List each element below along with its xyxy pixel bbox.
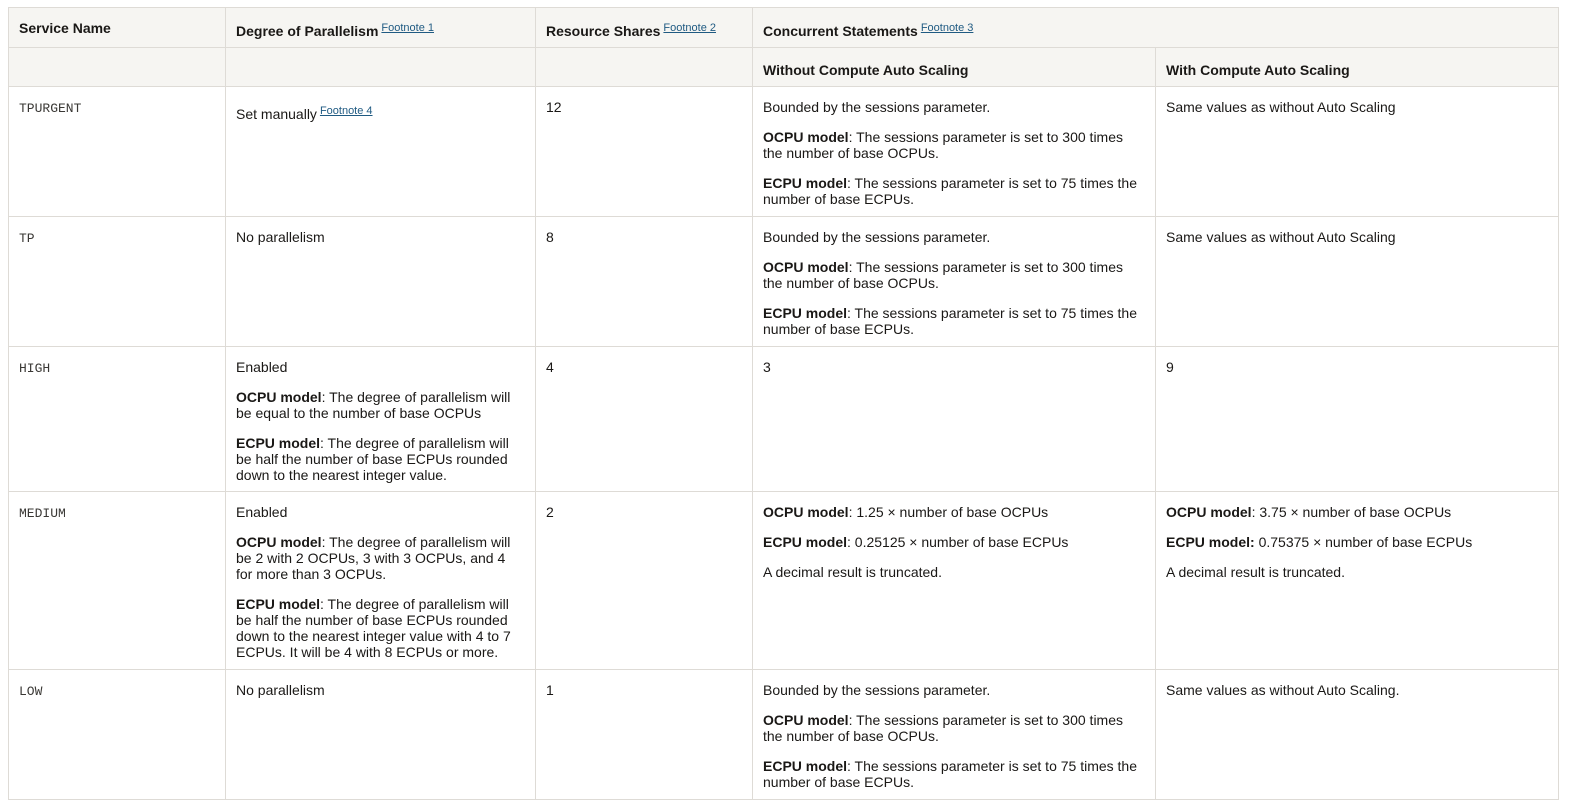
footnote-3-link[interactable]: Footnote 3 [920, 22, 974, 34]
footnote-2-link[interactable]: Footnote 2 [663, 22, 716, 34]
service-table [8, 7, 1559, 800]
cell-with-auto-scaling: OCPU model: 3.75 × number of base OCPUs ECPU model: 0.75375 × number of base ECPUs A decimal result is truncated. [1156, 492, 1559, 670]
cell-service-name: TPURGENT [9, 87, 226, 217]
subheader-empty-3 [536, 48, 753, 87]
cell-resource-shares: 12 [536, 87, 753, 217]
cell-without-auto-scaling: OCPU model: 1.25 × number of base OCPUs ECPU model: 0.25125 × number of base ECPUs A decimal result is truncated. [753, 492, 1156, 670]
cell-degree: No parallelism [226, 217, 536, 347]
header-resource-shares: Resource Shares $^{Footnote 2}$ [536, 8, 753, 48]
header-row [9, 8, 1559, 48]
cell-degree: Enabled OCPU model: The degree of parallelism will be 2 with 2 OCPUs, 3 with 3 OCPUs, and 4 for more than 3 OCPUs. ECPU model: The degree of parallelism will be half the number of base ECPUs rounded down to the nearest integer value with 4 to 7 ECPUs. It will be 4 with 8 ECPUs or more. [226, 492, 536, 670]
table-row [9, 670, 1559, 800]
footnote-1-link[interactable]: Footnote 1 [381, 22, 434, 34]
subheader-empty-1 [9, 48, 226, 87]
footnote-4-link[interactable]: Footnote 4 [319, 105, 373, 117]
subheader-without-auto-scaling: Without Compute Auto Scaling [753, 48, 1156, 87]
table-row [9, 217, 1559, 347]
cell-without-auto-scaling: Bounded by the sessions parameter. OCPU model: The sessions parameter is set to 300 times the number of base OCPUs. ECPU model: The sessions parameter is set to 75 times the number of base ECPUs. [753, 87, 1156, 217]
table-row [9, 492, 1559, 670]
cell-with-auto-scaling: 9 [1156, 347, 1559, 492]
table-row [9, 87, 1559, 217]
cell-resource-shares: 4 [536, 347, 753, 492]
cell-service-name: MEDIUM [9, 492, 226, 670]
cell-degree: Set manually $^{Footnote 4}$ [226, 87, 536, 217]
subheader-row [9, 48, 1559, 87]
cell-degree: No parallelism [226, 670, 536, 800]
cell-resource-shares: 1 [536, 670, 753, 800]
cell-with-auto-scaling: Same values as without Auto Scaling [1156, 217, 1559, 347]
table-row [9, 347, 1559, 492]
cell-service-name: HIGH [9, 347, 226, 492]
subheader-empty-2 [226, 48, 536, 87]
cell-without-auto-scaling: Bounded by the sessions parameter. OCPU model: The sessions parameter is set to 300 times the number of base OCPUs. ECPU model: The sessions parameter is set to 75 times the number of base ECPUs. [753, 217, 1156, 347]
cell-service-name: LOW [9, 670, 226, 800]
cell-degree: Enabled OCPU model: The degree of parallelism will be equal to the number of base OCPUs ECPU model: The degree of parallelism will be half the number of base ECPUs rounded down to the nearest integer value. [226, 347, 536, 492]
cell-resource-shares: 8 [536, 217, 753, 347]
cell-without-auto-scaling: Bounded by the sessions parameter. OCPU model: The sessions parameter is set to 300 times the number of base OCPUs. ECPU model: The sessions parameter is set to 75 times the number of base ECPUs. [753, 670, 1156, 800]
cell-with-auto-scaling: Same values as without Auto Scaling [1156, 87, 1559, 217]
subheader-with-auto-scaling: With Compute Auto Scaling [1156, 48, 1559, 87]
header-degree-of-parallelism: Degree of Parallelism $^{Footnote 1}$ [226, 8, 536, 48]
header-concurrent-statements: Concurrent Statements $^{Footnote 3}$ [753, 8, 1559, 48]
cell-without-auto-scaling: 3 [753, 347, 1156, 492]
cell-with-auto-scaling: Same values as without Auto Scaling. [1156, 670, 1559, 800]
cell-service-name: TP [9, 217, 226, 347]
header-service-name: Service Name [9, 8, 226, 48]
cell-resource-shares: 2 [536, 492, 753, 670]
